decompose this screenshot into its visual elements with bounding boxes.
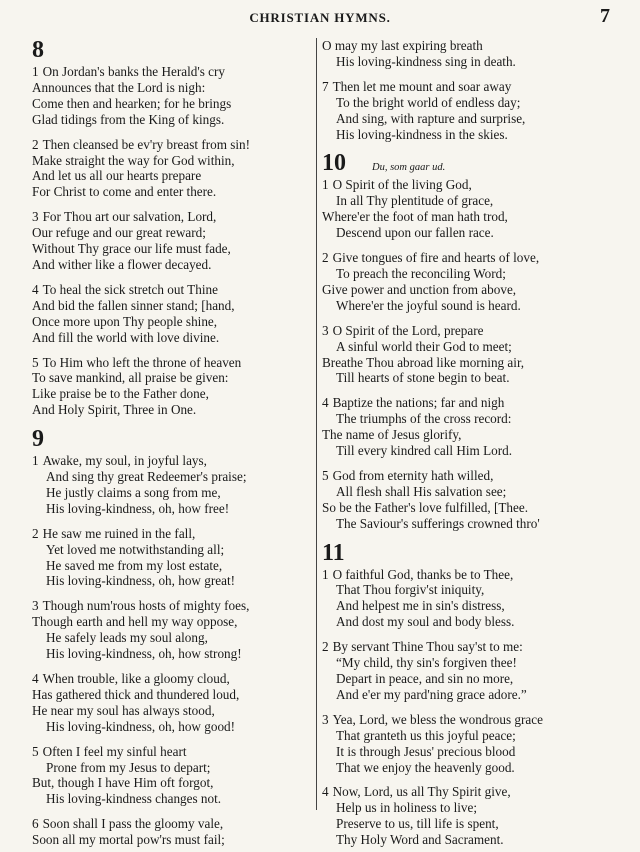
verse-text: Our refuge and our great reward; xyxy=(32,225,206,241)
verse-text: His loving-kindness, oh, how good! xyxy=(46,718,236,734)
verse-text: Breathe Thou abroad like morning air, xyxy=(322,354,525,370)
verse-line xyxy=(322,655,612,671)
verse-text: To preach the reconciling Word; xyxy=(336,265,506,281)
verse-text: The triumphs of the cross record: xyxy=(336,411,512,427)
verse-line xyxy=(32,501,317,517)
verse-text: Has gathered thick and thundered loud, xyxy=(32,686,240,702)
verse-line xyxy=(322,266,612,282)
verse-line xyxy=(32,257,317,273)
verse-line xyxy=(322,582,612,598)
verse-line xyxy=(322,639,612,655)
verse-line xyxy=(322,816,612,832)
stanza xyxy=(322,712,612,776)
stanza xyxy=(32,137,317,201)
verse-line xyxy=(32,314,317,330)
verse-text: Descend upon our fallen race. xyxy=(336,225,494,241)
verse-text: His loving-kindness, oh, how great! xyxy=(46,573,235,589)
verse-text: Where'er the foot of man hath trod, xyxy=(322,209,508,225)
stanza xyxy=(32,671,317,735)
verse-text: To save mankind, all praise be given: xyxy=(32,370,229,386)
verse-text: And sing thy great Redeemer's praise; xyxy=(46,469,247,485)
stanza xyxy=(32,64,317,128)
stanza-number: 2 xyxy=(32,136,39,152)
hymn-block xyxy=(322,38,612,142)
stanza-number: 4 xyxy=(32,671,39,686)
verse-line xyxy=(32,526,317,542)
verse-line xyxy=(32,542,317,558)
verse-line xyxy=(32,96,317,112)
verse-text: Depart in peace, and sin no more, xyxy=(336,671,514,686)
verse-line xyxy=(322,38,612,54)
verse-line xyxy=(322,54,612,70)
stanza-number: 5 xyxy=(322,467,329,483)
hymn-block xyxy=(32,427,317,848)
verse-line xyxy=(322,411,612,427)
verse-text: God from eternity hath willed, xyxy=(332,467,494,483)
verse-text: On Jordan's banks the Herald's cry xyxy=(42,64,225,79)
stanza-number: 3 xyxy=(322,711,329,727)
verse-text: Yet loved me notwithstanding all; xyxy=(46,541,225,557)
stanza-number: 5 xyxy=(32,743,39,759)
verse-text: Soon all my mortal pow'rs must fail; xyxy=(32,832,225,848)
verse-line xyxy=(322,516,612,532)
verse-text: Though earth and hell my way oppose, xyxy=(32,614,238,630)
hymn-number: 8 xyxy=(32,37,44,63)
stanza-number: 1 xyxy=(32,64,39,79)
hymn-number: 11 xyxy=(322,539,345,566)
stanza-number: 4 xyxy=(32,281,39,297)
verse-line xyxy=(322,127,612,143)
verse-text: And Holy Spirit, Three in One. xyxy=(32,402,197,418)
verse-line xyxy=(322,298,612,314)
verse-text: And sing, with rapture and surprise, xyxy=(336,110,526,126)
verse-line xyxy=(322,339,612,355)
verse-text: That we enjoy the heavenly good. xyxy=(336,759,515,775)
hymn-number: 9 xyxy=(32,426,44,453)
verse-text: Awake, my soul, in joyful lays, xyxy=(42,453,207,469)
verse-text: So be the Father's love fulfilled, [Thee. xyxy=(322,499,528,515)
verse-line xyxy=(322,760,612,776)
verse-line xyxy=(32,402,317,418)
verse-text: Without Thy grace our life must fade, xyxy=(32,241,231,257)
hymn-header xyxy=(322,541,612,565)
left-column xyxy=(32,37,317,848)
hymn-header xyxy=(32,38,317,62)
verse-line xyxy=(32,671,317,687)
verse-text: And wither like a flower decayed. xyxy=(32,256,212,272)
verse-text: Announces that the Lord is nigh: xyxy=(32,79,206,95)
verse-line xyxy=(32,453,317,469)
verse-line xyxy=(322,500,612,516)
verse-line xyxy=(322,225,612,241)
stanza xyxy=(32,453,317,517)
verse-text: Once more upon Thy people shine, xyxy=(32,313,218,329)
verse-text: Give tongues of fire and hearts of love, xyxy=(332,250,540,266)
verse-line xyxy=(32,703,317,719)
verse-text: Come then and hearken; for he brings xyxy=(32,95,232,111)
verse-text: It is through Jesus' precious blood xyxy=(336,743,516,759)
verse-line xyxy=(32,112,317,128)
verse-text: His loving-kindness in the skies. xyxy=(336,126,508,142)
verse-line xyxy=(32,760,317,776)
verse-text: And let us all our hearts prepare xyxy=(32,168,202,184)
verse-text: The name of Jesus glorify, xyxy=(322,427,462,443)
verse-line xyxy=(32,485,317,501)
verse-line xyxy=(32,330,317,346)
verse-line xyxy=(32,646,317,662)
verse-text: Thy Holy Word and Sacrament. xyxy=(336,832,504,848)
stanza-number: 1 xyxy=(322,566,329,582)
verse-line xyxy=(322,712,612,728)
verse-line xyxy=(322,395,612,411)
verse-text: He safely leads my soul along, xyxy=(46,630,208,646)
stanza-number: 1 xyxy=(322,177,329,193)
verse-text: For Christ to come and enter there. xyxy=(32,184,217,200)
verse-line xyxy=(32,168,317,184)
stanza xyxy=(322,38,612,70)
hymn-block xyxy=(322,541,612,849)
verse-line xyxy=(32,687,317,703)
verse-line xyxy=(322,427,612,443)
verse-line xyxy=(322,209,612,225)
verse-line xyxy=(322,443,612,459)
stanza-number: 3 xyxy=(32,598,39,614)
verse-text: Then cleansed be ev'ry breast from sin! xyxy=(42,136,251,152)
stanza xyxy=(322,395,612,459)
stanza xyxy=(32,816,317,848)
hymn-block xyxy=(32,38,317,418)
verse-text: Help us in holiness to live; xyxy=(336,800,478,816)
verse-text: Make straight the way for God within, xyxy=(32,152,235,168)
verse-text: Give power and unction from above, xyxy=(322,281,517,297)
stanza-number: 3 xyxy=(322,322,329,338)
verse-text: O faithful God, thanks be to Thee, xyxy=(332,566,514,582)
verse-line xyxy=(32,469,317,485)
verse-text: When trouble, like a gloomy cloud, xyxy=(42,671,230,686)
verse-text: A sinful world their God to meet; xyxy=(336,338,512,354)
running-header: CHRISTIAN HYMNS. xyxy=(249,10,391,25)
verse-text: O may my last expiring breath xyxy=(322,38,483,53)
verse-line xyxy=(32,614,317,630)
verse-line xyxy=(322,193,612,209)
stanza-number: 4 xyxy=(322,784,329,800)
verse-text: “My child, thy sin's forgiven thee! xyxy=(336,655,517,671)
verse-text: The Saviour's sufferings crowned thro' xyxy=(336,515,540,531)
verse-text: Though num'rous hosts of mighty foes, xyxy=(42,598,250,614)
verse-text: He saw me ruined in the fall, xyxy=(42,525,196,541)
verse-text: Where'er the joyful sound is heard. xyxy=(336,297,521,313)
verse-line xyxy=(322,728,612,744)
stanza-number: 3 xyxy=(32,209,39,225)
verse-text: But, though I have Him oft forgot, xyxy=(32,775,214,791)
verse-line xyxy=(32,137,317,153)
verse-text: Like praise be to the Father done, xyxy=(32,386,209,402)
verse-text: To heal the sick stretch out Thine xyxy=(42,281,218,297)
verse-line xyxy=(322,484,612,500)
verse-line xyxy=(322,832,612,848)
verse-line xyxy=(32,832,317,848)
verse-text: He saved me from my lost estate, xyxy=(46,557,223,573)
hymn-number: 10 xyxy=(322,150,346,177)
verse-text: Now, Lord, us all Thy Spirit give, xyxy=(332,784,511,800)
verse-text: His loving-kindness changes not. xyxy=(46,791,222,807)
verse-line xyxy=(32,209,317,225)
verse-line xyxy=(32,719,317,735)
verse-text: Preserve to us, till life is spent, xyxy=(336,816,499,832)
verse-line xyxy=(322,250,612,266)
verse-line xyxy=(322,800,612,816)
stanza-number: 6 xyxy=(32,816,39,832)
verse-line xyxy=(322,468,612,484)
stanza xyxy=(322,784,612,848)
verse-line xyxy=(322,177,612,193)
right-column xyxy=(322,38,612,848)
verse-line xyxy=(32,573,317,589)
verse-line xyxy=(32,370,317,386)
verse-line xyxy=(32,355,317,371)
verse-text: To the bright world of endless day; xyxy=(336,94,521,110)
verse-line xyxy=(322,282,612,298)
verse-line xyxy=(32,598,317,614)
stanza xyxy=(32,744,317,808)
stanza xyxy=(322,79,612,143)
verse-text: Often I feel my sinful heart xyxy=(42,743,187,759)
verse-text: Yea, Lord, we bless the wondrous grace xyxy=(332,711,543,727)
verse-text: He near my soul has always stood, xyxy=(32,702,215,718)
verse-line xyxy=(32,558,317,574)
verse-text: In all Thy plentitude of grace, xyxy=(336,193,494,209)
verse-line xyxy=(32,775,317,791)
verse-text: His loving-kindness sing in death. xyxy=(336,53,516,69)
verse-text: To Him who left the throne of heaven xyxy=(42,354,242,370)
verse-text: O Spirit of the Lord, prepare xyxy=(332,322,484,338)
verse-text: And bid the fallen sinner stand; [hand, xyxy=(32,297,235,313)
verse-text: And e'er my pard'ning grace adore.” xyxy=(336,686,527,702)
verse-line xyxy=(322,671,612,687)
verse-text: His loving-kindness, oh, how free! xyxy=(46,500,230,516)
verse-line xyxy=(32,630,317,646)
stanza xyxy=(32,282,317,346)
verse-text: By servant Thine Thou say'st to me: xyxy=(332,639,523,655)
stanza xyxy=(322,639,612,703)
verse-line xyxy=(32,386,317,402)
hymn-header xyxy=(32,427,317,451)
verse-text: That Thou forgiv'st iniquity, xyxy=(336,582,485,598)
verse-line xyxy=(32,153,317,169)
verse-line xyxy=(322,370,612,386)
verse-line xyxy=(322,744,612,760)
stanza xyxy=(32,209,317,273)
verse-text: Till hearts of stone begin to beat. xyxy=(336,370,510,386)
verse-line xyxy=(32,298,317,314)
verse-line xyxy=(32,744,317,760)
stanza-number: 2 xyxy=(322,639,329,655)
stanza xyxy=(322,468,612,532)
verse-line xyxy=(32,282,317,298)
verse-text: Soon shall I pass the gloomy vale, xyxy=(42,816,224,832)
verse-line xyxy=(322,79,612,95)
verse-text: All flesh shall His salvation see; xyxy=(336,483,507,499)
verse-line xyxy=(322,355,612,371)
verse-line xyxy=(322,614,612,630)
verse-text: Till every kindred call Him Lord. xyxy=(336,443,513,459)
stanza xyxy=(322,250,612,314)
verse-line xyxy=(322,323,612,339)
stanza xyxy=(32,355,317,419)
verse-line xyxy=(32,64,317,80)
stanza-number: 2 xyxy=(322,250,329,266)
verse-line xyxy=(32,184,317,200)
stanza-number: 5 xyxy=(32,354,39,370)
stanza xyxy=(322,323,612,387)
verse-line xyxy=(322,598,612,614)
verse-text: Glad tidings from the King of kings. xyxy=(32,111,225,127)
verse-text: Then let me mount and soar away xyxy=(332,78,512,94)
verse-text: He justly claims a song from me, xyxy=(46,484,221,500)
stanza-number: 4 xyxy=(322,395,329,411)
stanza-number: 1 xyxy=(32,453,39,469)
verse-line xyxy=(32,241,317,257)
verse-line xyxy=(322,111,612,127)
page-number: 7 xyxy=(600,5,610,27)
verse-text: Baptize the nations; far and nigh xyxy=(332,395,505,411)
verse-line xyxy=(322,687,612,703)
verse-line xyxy=(322,784,612,800)
stanza xyxy=(322,567,612,631)
verse-line xyxy=(32,816,317,832)
stanza-number: 2 xyxy=(32,525,39,541)
stanza xyxy=(322,177,612,241)
verse-line xyxy=(32,791,317,807)
verse-text: O Spirit of the living God, xyxy=(332,177,472,193)
verse-text: And dost my soul and body bless. xyxy=(336,614,515,630)
tune-name: Du, som gaar ud. xyxy=(372,162,446,174)
verse-text: His loving-kindness, oh, how strong! xyxy=(46,646,242,662)
verse-line xyxy=(322,567,612,583)
verse-line xyxy=(32,225,317,241)
verse-text: Prone from my Jesus to depart; xyxy=(46,759,211,775)
verse-line xyxy=(32,80,317,96)
stanza-number: 7 xyxy=(322,78,329,94)
stanza xyxy=(32,526,317,590)
verse-text: And helpest me in sin's distress, xyxy=(336,598,505,614)
hymn-header xyxy=(322,151,612,175)
hymn-block xyxy=(322,151,612,531)
verse-text: For Thou art our salvation, Lord, xyxy=(42,209,217,225)
verse-text: And fill the world with love divine. xyxy=(32,329,220,345)
verse-text: That granteth us this joyful peace; xyxy=(336,727,516,743)
stanza xyxy=(32,598,317,662)
verse-line xyxy=(322,95,612,111)
